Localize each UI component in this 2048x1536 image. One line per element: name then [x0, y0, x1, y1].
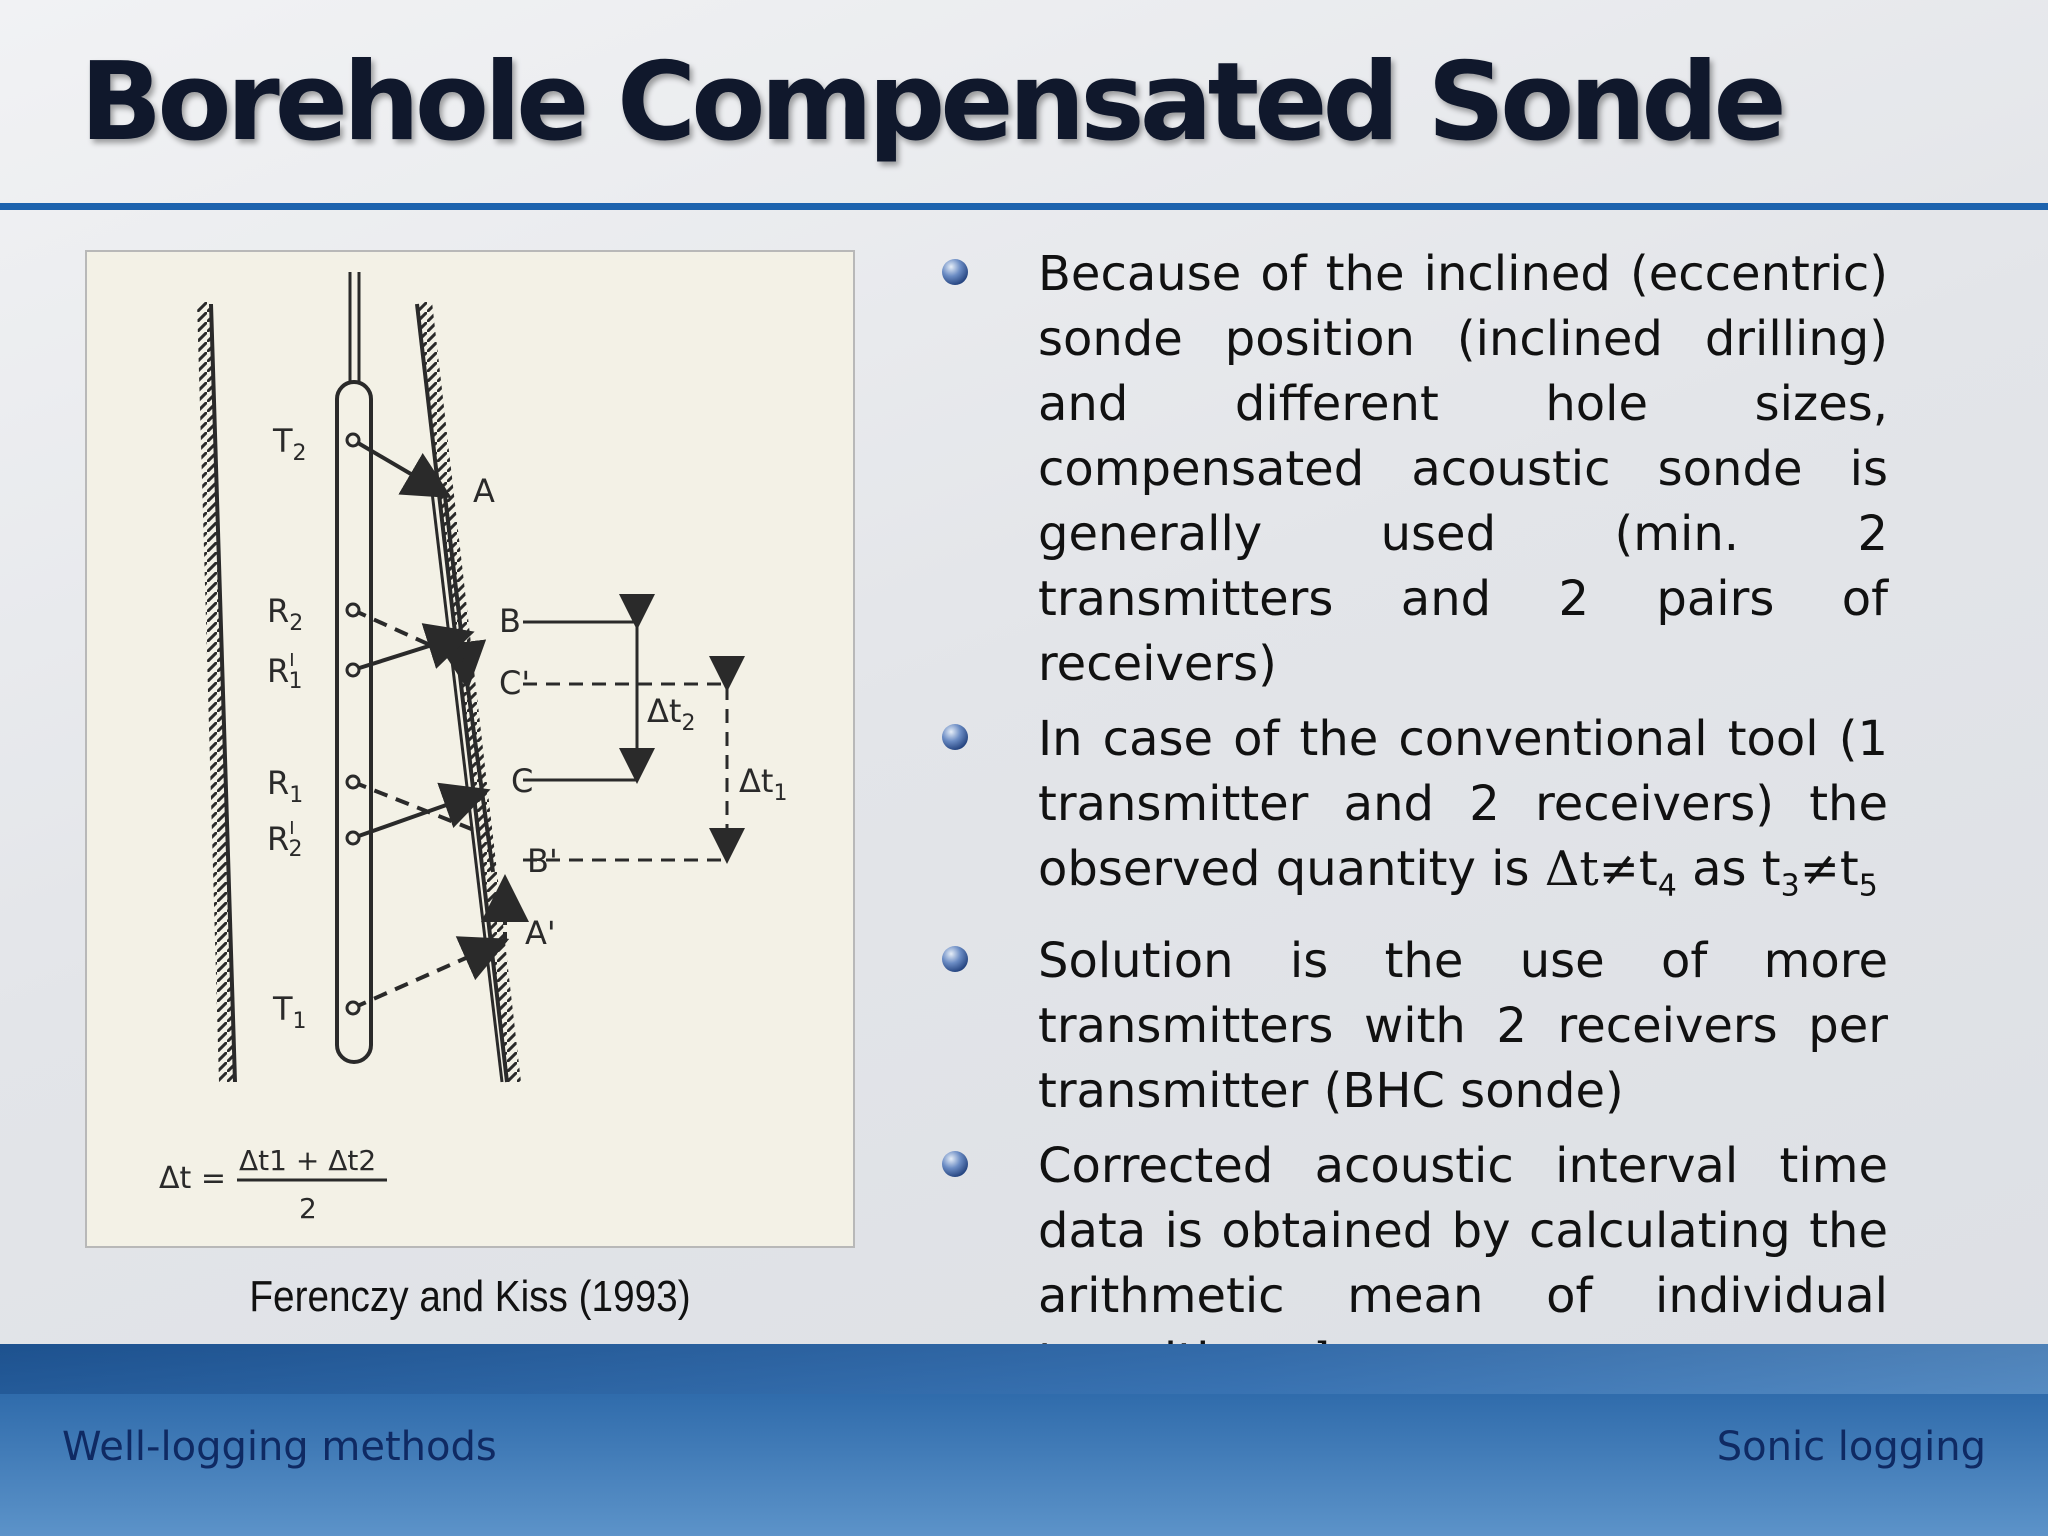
label-c: C [511, 762, 534, 800]
right-wall-line [417, 304, 507, 1082]
bullet-text: Corrected acoustic interval time data is obtained by calculating the arithmetic mean of individual [1038, 1137, 1888, 1324]
r1p-element [347, 664, 359, 676]
footer-section-title: Sonic logging [1716, 1424, 1986, 1470]
list-item [948, 242, 1888, 697]
label-b: B [499, 602, 521, 640]
label-r1-prime: $R^I$ 1 [267, 650, 303, 694]
list-item [948, 929, 1888, 1124]
bullet-text: Solution is the use of more transmitters with 2 receivers per transmitter (BHC sonde) [1038, 932, 1888, 1119]
label-r2-prime: $R^I$ 2 [267, 818, 303, 862]
figure-caption: Ferenczy and Kiss (1993) [249, 1272, 691, 1321]
footer-course-title: Well-logging methods [62, 1424, 497, 1470]
bullet-text: In case of the conventional tool (1 transmitter and 2 receivers) the observed quantity is $\Delta t\ne t_4$ as $t_3\ne t_5$ [1038, 711, 1888, 904]
label-r1: $R_1$ [267, 764, 304, 808]
sonde-diagram [85, 250, 855, 1248]
formula-denominator: 2 [299, 1192, 317, 1225]
r1-element [347, 776, 359, 788]
ray-t1 [353, 942, 502, 1008]
label-t2: $T_2$ [273, 422, 307, 466]
slide-title: Borehole Compensated Sonde [80, 40, 1782, 165]
label-b-prime: B' [527, 842, 558, 880]
r2p-element [347, 832, 359, 844]
label-c-prime: C' [499, 664, 531, 702]
ray-t2 [353, 440, 445, 494]
t2-element [347, 434, 359, 446]
t1-element [347, 1002, 359, 1014]
label-t1: $T_1$ [273, 990, 307, 1034]
title-divider [0, 203, 2048, 210]
sonde-diagram-svg [87, 252, 853, 1246]
bullet-icon [942, 946, 968, 972]
bullet-icon [942, 1151, 968, 1177]
list-item [948, 707, 1888, 919]
label-a-prime: A' [525, 914, 556, 952]
label-r2: $R_2$ [267, 592, 304, 636]
bullet-list [948, 242, 1888, 1404]
formula-lhs: Δt = [159, 1161, 226, 1196]
bullet-icon [942, 724, 968, 750]
bullet-icon [942, 259, 968, 285]
label-a: A [473, 472, 495, 510]
label-dt2: $\Delta t_2$ [647, 692, 696, 736]
formula-numerator: Δt1 + Δt2 [239, 1144, 377, 1177]
label-dt1: $\Delta t_1$ [739, 762, 788, 806]
r2-element [347, 604, 359, 616]
bullet-text: Because of the inclined (eccentric) sonde position (inclined drilling) and different hole sizes, compensated acoustic sonde is generally used (min. 2 transmitters and 2 pairs of receivers) [1038, 246, 1888, 692]
sonde-body [337, 382, 371, 1062]
